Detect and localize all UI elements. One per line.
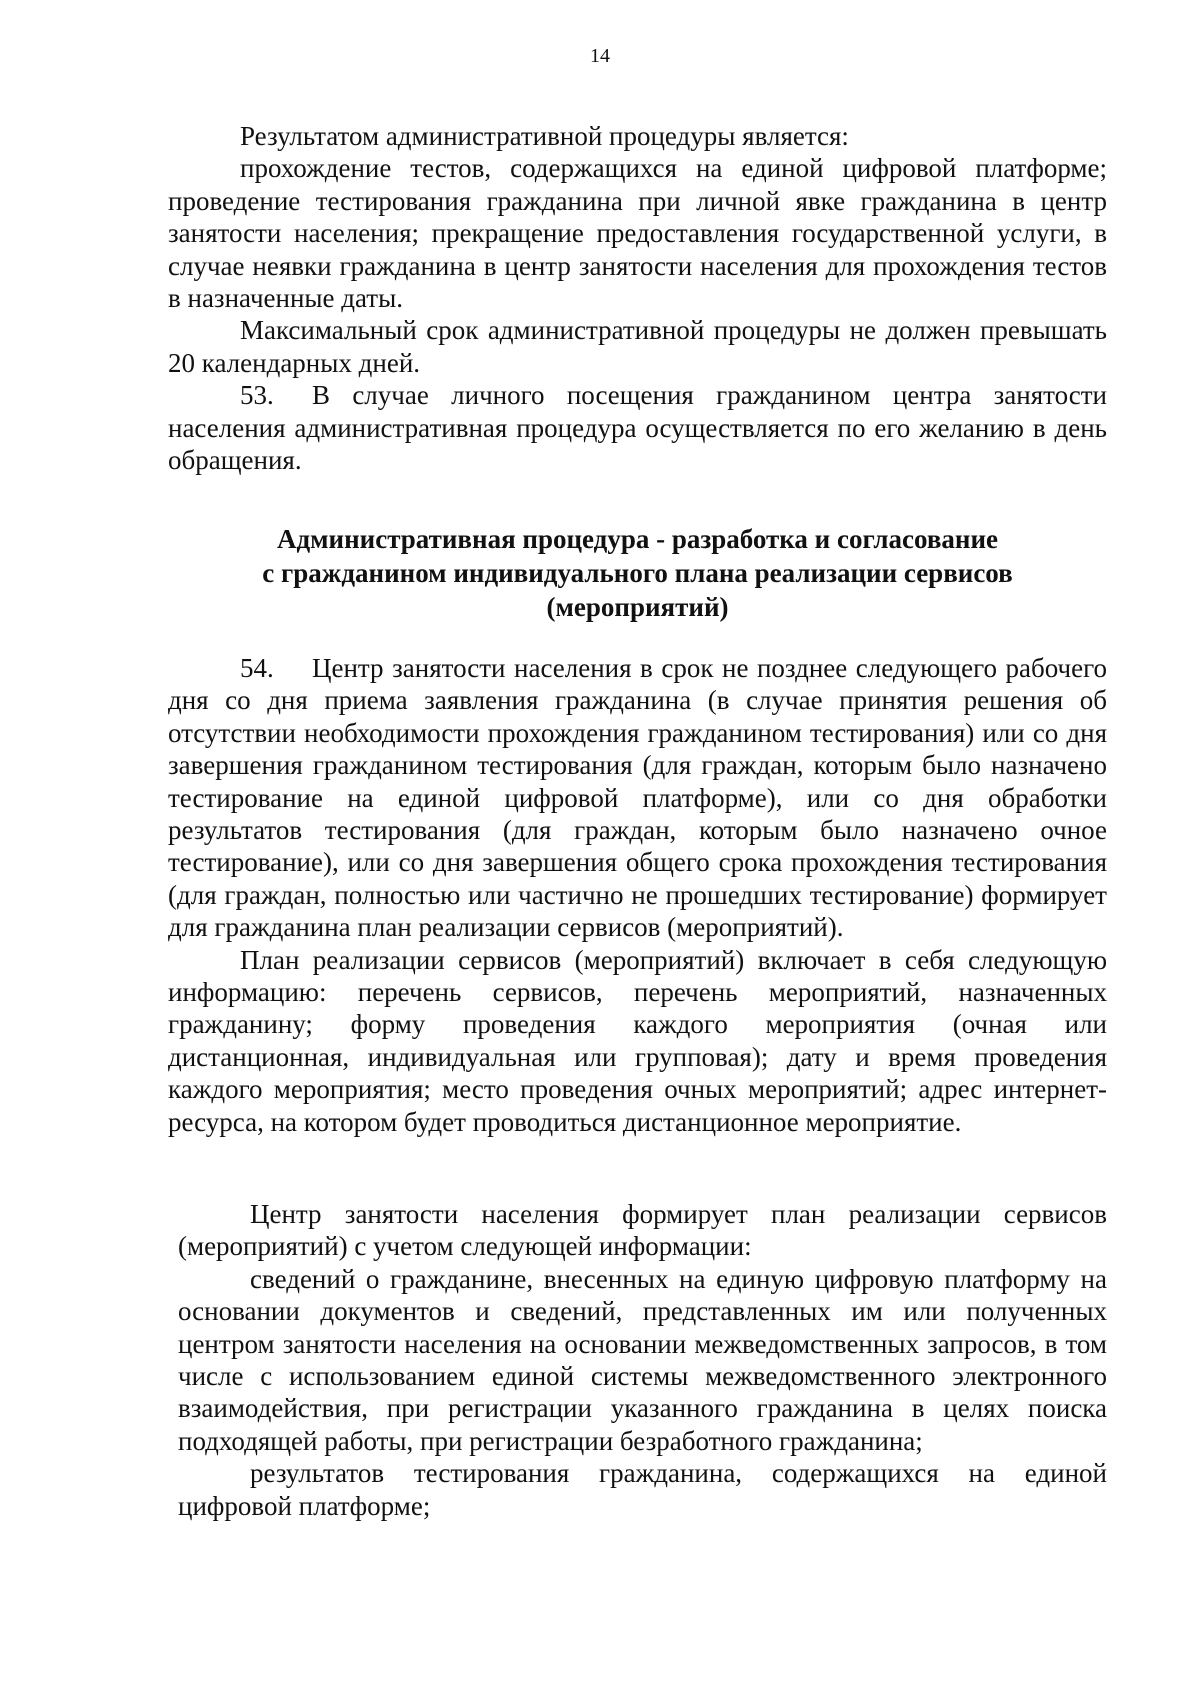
page-number: 14 (590, 45, 610, 67)
paragraph-test-results: результатов тестирования гражданина, содержащихся на единой цифровой платформе; (178, 1458, 1107, 1521)
section-result-procedure (168, 120, 1107, 476)
paragraph-citizen-info: сведений о гражданине, внесенных на единую цифровую платформу на основании документов и сведений, представленных им или полученных центром занятости населения на основании межведомственных запросов, в том числе с использованием единой системы межведомственного электронного взаимодействия, при регистрации указанного гражданина в целях поиска подходящей работы, при регистрации безработного гражданина; (178, 1263, 1107, 1456)
heading-line-3: (мероприятий) (546, 592, 729, 622)
heading-line-1: Административная процедура - разработка и согласование (277, 524, 998, 554)
paragraph-max-term: Максимальный срок административной процедуры не должен превышать 20 календарных дней. (168, 315, 1107, 378)
paragraph-53 (168, 379, 1107, 476)
section-plan-formation (168, 652, 1107, 1138)
heading-line-2: с гражданином индивидуального плана реализации сервисов (262, 558, 1013, 588)
paragraph-plan-sources-intro: Центр занятости населения формирует план реализации сервисов (мероприятий) с учетом следующей информации: (178, 1199, 1107, 1262)
clause-number-53: 53. (240, 380, 274, 411)
section-plan-sources (178, 1198, 1107, 1522)
paragraph-plan-contents: План реализации сервисов (мероприятий) включает в себя следующую информацию: перечень сервисов, перечень мероприятий, назначенных гражданину; форму проведения каждого мероприятия (очная или дистанционная, индивидуальная или групповая); дату и время проведения каждого мероприятия; место проведения очных мероприятий; адрес интернет-ресурса, на котором будет проводиться дистанционное мероприятие. (168, 944, 1107, 1137)
section-heading (168, 522, 1107, 624)
paragraph-54 (168, 652, 1107, 944)
clause-text-53: В случае личного посещения гражданином центра занятости населения административная процедура осуществляется по его желанию в день обращения. (168, 380, 1107, 476)
paragraph-result-intro: Результатом административной процедуры является: (240, 121, 849, 151)
paragraph-result-list: прохождение тестов, содержащихся на единой цифровой платформе; проведение тестирования гражданина при личной явке гражданина в центр занятости населения; прекращение предоставления государственной услуги, в случае неявки гражданина в центр занятости населения для прохождения тестов в назначенные даты. (168, 153, 1107, 314)
clause-number-54: 54. (240, 653, 274, 683)
clause-text-54: Центр занятости населения в срок не позднее следующего рабочего дня со дня приема заявления гражданина (в случае принятия решения об отсутствии необходимости прохождения гражданином тестирования) или со дня завершения гражданином тестирования (для граждан, которым было назначено тестирование на единой цифровой платформе), или со дня обработки результатов тестирования (для граждан, которым было назначено очное тестирование), или со дня завершения общего срока прохождения тестирования (для граждан, полностью или частично не прошедших тестирование) формирует для гражданина план реализации сервисов (мероприятий). (168, 653, 1107, 943)
